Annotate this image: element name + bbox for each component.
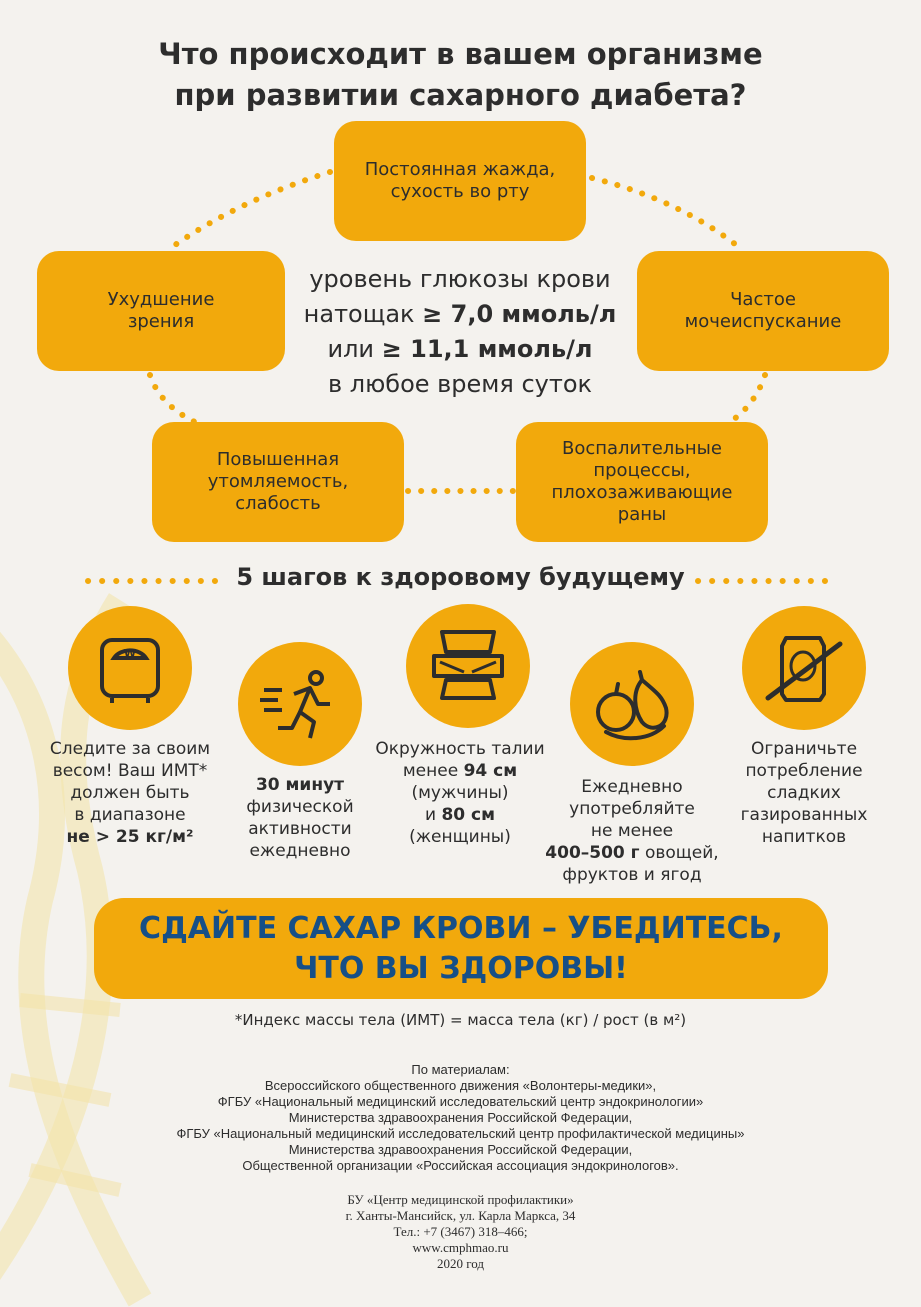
step-activity-line-1: 30 минут [255, 775, 345, 795]
step-fruits-line-2: употребляйте [569, 799, 695, 819]
symptom-urination-line-1: Частое [730, 289, 796, 310]
symptom-vision-line-1: Ухудшение [107, 289, 215, 310]
symptom-inflammation [516, 422, 768, 542]
step-activity-line-2: физической [246, 797, 354, 817]
source-line: По материалам: [411, 1062, 510, 1077]
symptom-inflammation-line-4: раны [617, 504, 667, 525]
step-weight-line-3: должен быть [70, 783, 190, 803]
step-fruits-line-3: не менее [590, 821, 674, 841]
symptom-thirst-line-1: Постоянная жажда, [364, 159, 556, 180]
symptom-fatigue-line-1: Повышенная [216, 449, 340, 470]
step-soda-line-4: газированных [740, 805, 868, 825]
step-fruits-line-5: фруктов и ягод [562, 865, 702, 885]
no-soda-icon [742, 606, 866, 730]
step-soda-text [704, 738, 904, 848]
step-soda-line-5: напитков [761, 827, 847, 847]
step-activity-line-3: активности [248, 819, 352, 839]
source-line: Всероссийского общественного движения «Волонтеры-медики», [264, 1078, 657, 1093]
step-waist-line-1: Окружность талии [375, 739, 545, 759]
glucose-line-1: уровень глюкозы крови [309, 265, 611, 293]
steps-title: 5 шагов к здоровому будущему [236, 563, 685, 591]
org-phone: Тел.: +7 (3467) 318–466; [393, 1224, 528, 1239]
symptom-vision [37, 251, 285, 371]
step-waist-line-5: (женщины) [409, 827, 511, 847]
cta-banner [94, 898, 828, 999]
org-website: www.cmphmao.ru [412, 1240, 509, 1255]
step-weight-line-2: весом! Ваш ИМТ* [52, 761, 208, 781]
title-line-2: при развитии сахарного диабета? [174, 78, 747, 112]
sources [0, 1062, 921, 1174]
org-name: БУ «Центр медицинской профилактики» [347, 1192, 574, 1207]
source-line: Общественной организации «Российская ассоциация эндокринологов». [242, 1158, 679, 1173]
symptom-thirst [334, 121, 586, 241]
organization-info [0, 1192, 921, 1272]
glucose-line-4: в любое время суток [327, 370, 593, 398]
step-activity-line-4: ежедневно [249, 841, 351, 861]
cta-line-1: СДАЙТЕ САХАР КРОВИ – УБЕДИТЕСЬ, [139, 910, 783, 946]
step-waist-line-3: (мужчины) [411, 783, 509, 803]
step-soda-line-1: Ограничьте [750, 739, 858, 759]
step-fruits-text [532, 776, 732, 886]
running-icon [238, 642, 362, 766]
glucose-line-3: или ≥ 11,1 ммоль/л [327, 335, 593, 363]
source-line: ФГБУ «Национальный медицинский исследовательский центр профилактической медицины» [176, 1126, 745, 1141]
step-soda-line-3: сладких [767, 783, 841, 803]
source-line: ФГБУ «Национальный медицинский исследовательский центр эндокринологии» [217, 1094, 704, 1109]
step-weight-line-1: Следите за своим [49, 739, 211, 759]
symptom-inflammation-line-2: процессы, [593, 460, 691, 481]
title-line-1: Что происходит в вашем организме [158, 37, 763, 71]
step-waist-line-4: и 80 см [424, 805, 495, 825]
org-year: 2020 год [437, 1256, 484, 1271]
step-fruits-line-4: 400–500 г овощей, [545, 843, 719, 863]
source-line: Министерства здравоохранения Российской Федерации, [288, 1142, 633, 1157]
org-address: г. Ханты-Мансийск, ул. Карла Маркса, 34 [345, 1208, 576, 1223]
symptom-fatigue-line-2: утомляемость, [207, 471, 349, 492]
symptom-fatigue-line-3: слабость [235, 493, 321, 514]
cta-line-2: ЧТО ВЫ ЗДОРОВЫ! [294, 950, 628, 986]
symptom-inflammation-line-3: плохозаживающие [551, 482, 733, 503]
bmi-footnote: *Индекс массы тела (ИМТ) = масса тела (кг) / рост (в м²) [234, 1011, 687, 1029]
fruits-icon [570, 642, 694, 766]
source-line: Министерства здравоохранения Российской Федерации, [288, 1110, 633, 1125]
symptom-fatigue [152, 422, 404, 542]
step-waist-text [360, 738, 560, 848]
page-title [0, 34, 921, 116]
symptom-thirst-line-2: сухость во рту [390, 181, 530, 202]
symptom-vision-line-2: зрения [127, 311, 195, 332]
symptom-inflammation-line-1: Воспалительные [561, 438, 722, 459]
step-soda-line-2: потребление [745, 761, 863, 781]
waist-icon [406, 604, 530, 728]
step-fruits-line-1: Ежедневно [581, 777, 683, 797]
step-weight-line-4: в диапазоне [74, 805, 186, 825]
symptom-urination-line-2: мочеиспускание [684, 311, 842, 332]
glucose-line-2: натощак ≥ 7,0 ммоль/л [303, 300, 617, 328]
step-weight-line-5: не > 25 кг/м² [66, 827, 194, 847]
step-waist-line-2: менее 94 см [402, 761, 518, 781]
glucose-criteria [270, 262, 650, 402]
symptom-urination [637, 251, 889, 371]
svg-text:W: W [123, 647, 137, 660]
scale-icon [68, 606, 192, 730]
step-weight-text [25, 738, 235, 848]
